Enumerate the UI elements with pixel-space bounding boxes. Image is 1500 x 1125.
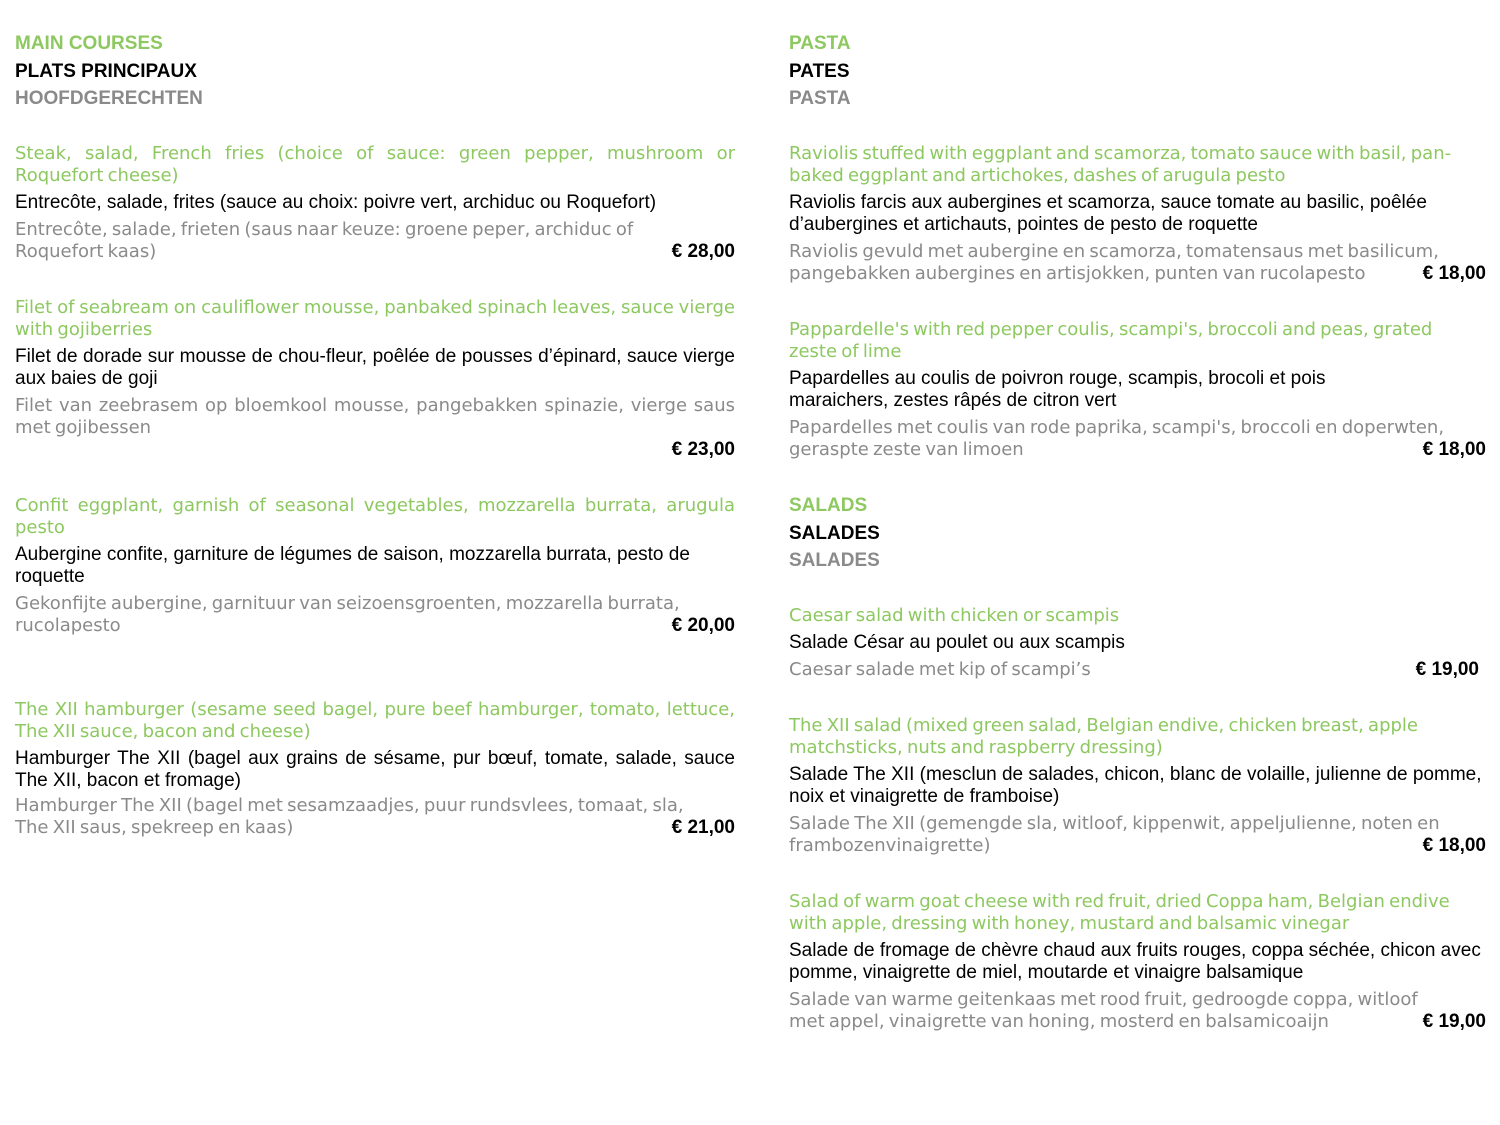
dish-name-nl: Caesar salade met kip of scampi’s	[789, 659, 1091, 680]
dish-name-nl: Filet van zeebrasem op bloemkool mousse, pangebakken spinazie, vierge saus met gojibessen	[15, 395, 735, 438]
section-title-en: SALADS	[789, 495, 868, 516]
dish-name-nl: Entrecôte, salade, frieten (saus naar keuze: groene peper, archiduc of Roquefort kaas)	[15, 219, 634, 262]
dish-name-en: Steak, salad, French fries (choice of sauce: green pepper, mushroom or Roquefort cheese)	[15, 143, 735, 186]
dish-name-en: The XII hamburger (sesame seed bagel, pure beef hamburger, tomato, lettuce, The XII sauce, bacon and cheese)	[15, 699, 735, 742]
dish-name-en: Pappardelle's with red pepper coulis, scampi's, broccoli and peas, grated zeste of lime	[789, 319, 1433, 362]
dish-nl-row	[789, 989, 1486, 1033]
dish-name-fr: Aubergine confite, garniture de légumes de saison, mozzarella burrata, pesto de roquette	[15, 544, 690, 587]
dish-name-fr: Salade César au poulet ou aux scampis	[789, 632, 1125, 653]
pasta-salads-column	[789, 30, 1486, 1032]
dish-name-en: Caesar salad with chicken or scampis	[789, 605, 1120, 626]
section-title-fr: SALADES	[789, 522, 880, 544]
dish-name-nl: Papardelles met coulis van rode paprika, scampi's, broccoli en doperwten, geraspte zeste van limoen	[789, 417, 1445, 460]
dish-nl-row	[789, 241, 1486, 285]
menu-item-seabream	[15, 297, 735, 461]
price: € 21,00	[671, 817, 735, 838]
menu-item-steak	[15, 143, 735, 263]
price: € 18,00	[1422, 835, 1486, 856]
dish-nl-row	[15, 593, 735, 637]
dish-nl-row	[15, 795, 735, 839]
dish-name-nl: Raviolis gevuld met aubergine en scamorza, tomatensaus met basilicum, pangebakken aubergines en artisjokken, punten van rucolapesto	[789, 241, 1439, 284]
dish-name-en: Salad of warm goat cheese with red fruit, dried Coppa ham, Belgian endive with apple, dressing with honey, mustard and balsamic vinegar	[789, 891, 1450, 934]
section-title-nl: PASTA	[789, 88, 851, 109]
dish-name-en: Confit eggplant, garnish of seasonal vegetables, mozzarella burrata, arugula pesto	[15, 495, 735, 538]
menu-item-raviolis	[789, 143, 1486, 285]
dish-name-fr: Filet de dorade sur mousse de chou-fleur, poêlée de pousses d’épinard, sauce vierge aux baies de goji	[15, 346, 735, 389]
dish-name-nl: Salade van warme geitenkaas met rood fruit, gedroogde coppa, witloof met appel, vinaigrette van honing, mosterd en balsamicoaijn	[789, 989, 1418, 1032]
dish-name-en: The XII salad (mixed green salad, Belgian endive, chicken breast, apple matchsticks, nuts and raspberry dressing)	[789, 715, 1419, 758]
dish-name-en: Raviolis stuffed with eggplant and scamorza, tomato sauce with basil, pan-baked eggplant and artichokes, dashes of arugula pesto	[789, 143, 1452, 186]
menu-item-caesar-salad	[789, 605, 1479, 681]
menu-item-hamburger	[15, 699, 735, 839]
menu-item-goat-cheese-salad	[789, 891, 1486, 1033]
section-title-nl: SALADES	[789, 550, 880, 571]
dish-name-en: Filet of seabream on cauliflower mousse, panbaked spinach leaves, sauce vierge with gojiberries	[15, 297, 735, 340]
dish-name-nl: Salade The XII (gemengde sla, witloof, kippenwit, appeljulienne, noten en frambozenvinaigrette)	[789, 813, 1440, 856]
price: € 20,00	[671, 615, 735, 636]
dish-nl-row	[789, 659, 1479, 681]
section-title-fr: PLATS PRINCIPAUX	[15, 60, 197, 82]
dish-nl-row	[789, 417, 1486, 461]
dish-name-fr: Hamburger The XII (bagel aux grains de sésame, pur bœuf, tomate, salade, sauce The XII, bacon et fromage)	[15, 748, 735, 791]
section-title-en: PASTA	[789, 33, 851, 54]
salads-heading	[789, 492, 880, 575]
main-courses-column	[15, 30, 735, 838]
main-courses-heading	[15, 30, 735, 113]
price: € 28,00	[671, 241, 735, 262]
dish-name-nl: Hamburger The XII (bagel met sesamzaadjes, puur rundsvlees, tomaat, sla, The XII saus, spekreep en kaas)	[15, 795, 684, 838]
dish-nl-row	[789, 813, 1486, 857]
dish-name-fr: Entrecôte, salade, frites (sauce au choix: poivre vert, archiduc ou Roquefort)	[15, 192, 657, 213]
price: € 18,00	[1422, 439, 1486, 460]
dish-name-fr: Salade de fromage de chèvre chaud aux fruits rouges, coppa séchée, chicon avec pomme, vinaigrette de miel, moutarde et vinaigre balsamique	[789, 940, 1481, 983]
section-title-en: MAIN COURSES	[15, 33, 163, 54]
dish-name-fr: Raviolis farcis aux aubergines et scamorza, sauce tomate au basilic, poêlée d’aubergines et artichauts, pointes de pesto de roquette	[789, 192, 1427, 235]
price: € 23,00	[671, 439, 735, 460]
price: € 19,00	[1422, 1011, 1486, 1032]
menu-item-xii-salad	[789, 715, 1486, 857]
price: € 18,00	[1422, 263, 1486, 284]
menu-item-eggplant	[15, 495, 735, 637]
dish-name-nl: Gekonfijte aubergine, garnituur van seizoensgroenten, mozzarella burrata, rucolapesto	[15, 593, 680, 636]
dish-name-fr: Salade The XII (mesclun de salades, chicon, blanc de volaille, julienne de pomme, noix et vinaigrette de framboise)	[789, 764, 1482, 807]
dish-name-fr: Papardelles au coulis de poivron rouge, scampis, brocoli et pois maraichers, zestes râpés de citron vert	[789, 368, 1326, 411]
section-title-fr: PATES	[789, 60, 850, 82]
dish-nl-row	[15, 219, 735, 263]
menu-item-pappardelle	[789, 319, 1486, 461]
pasta-heading	[789, 30, 1486, 113]
section-title-nl: HOOFDGERECHTEN	[15, 88, 203, 109]
price: € 19,00	[1415, 659, 1479, 680]
